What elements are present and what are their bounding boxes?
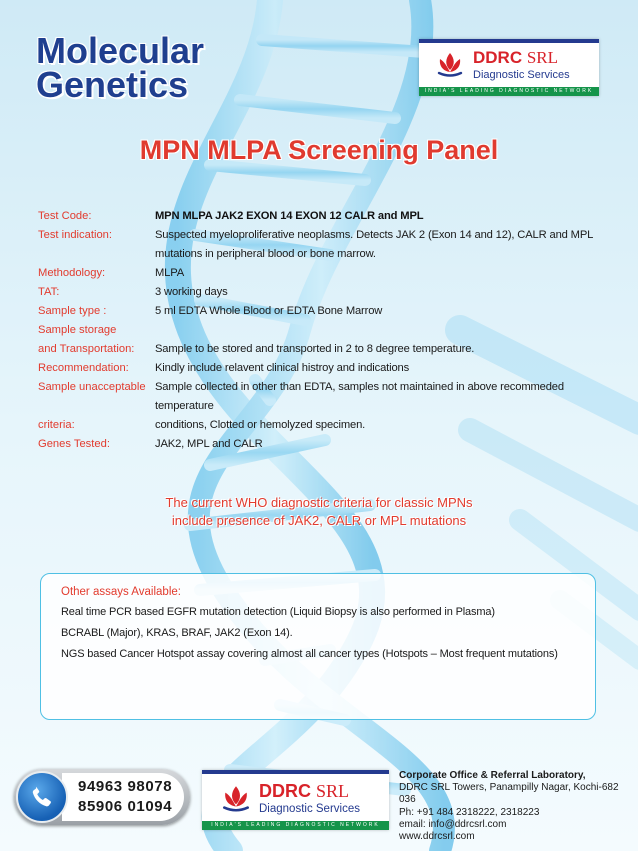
who-note-line1: The current WHO diagnostic criteria for classic MPNs [165,495,473,510]
office-address [399,770,635,843]
info-value: MLPA [155,267,185,279]
phone-number: 85906 01094 [78,798,173,815]
logo-brand-ddrc: DDRC [473,48,523,67]
logo-brand [473,49,558,67]
info-label [38,245,155,264]
office-phone: Ph: +91 484 2318222, 2318223 [399,806,540,818]
logo-subtitle: Diagnostic Services [259,803,360,815]
info-label: TAT: [38,286,60,298]
logo-tagline: INDIA'S LEADING DIAGNOSTIC NETWORK [202,821,389,830]
info-row [38,207,598,226]
assay-item: NGS based Cancer Hotspot assay covering almost all cancer types (Hotspots – Most frequent mutations) [61,648,558,660]
info-row [38,359,598,378]
phone-contact-badge [14,769,190,825]
office-website: www.ddrcsrl.com [399,831,475,843]
info-value: MPN MLPA JAK2 EXON 14 EXON 12 CALR and MPL [155,210,424,222]
lotus-logo-icon [435,49,465,79]
panel-title: MPN MLPA Screening Panel [139,135,499,165]
info-label: and Transportation: [38,343,135,355]
info-label: Sample type : [38,305,107,317]
info-label: Methodology: [38,267,106,279]
info-label: Sample storage [38,324,117,336]
info-value: JAK2, MPL and CALR [155,438,263,450]
other-assays-title: Other assays Available: [61,586,181,598]
info-value: Kindly include relavent clinical histroy and indications [155,362,410,374]
info-label: Test indication: [38,229,113,241]
who-note-line2: include presence of JAK2, CALR or MPL mutations [171,513,467,528]
info-label: Genes Tested: [38,438,110,450]
info-row [38,264,598,283]
office-email: email: info@ddrcsrl.com [399,818,507,830]
info-row [38,302,598,321]
info-row [38,340,598,359]
assay-item: Real time PCR based EGFR mutation detection (Liquid Biopsy is also performed in Plasma) [61,606,495,618]
logo-brand-srl: SRL [316,781,350,801]
logo-brand-ddrc: DDRC [259,781,311,801]
info-label: Sample unacceptable [38,381,146,393]
header-logo [419,39,599,96]
office-title: Corporate Office & Referral Laboratory, [399,770,586,781]
info-row [38,245,598,264]
info-value: Suspected myeloproliferative neoplasms. Detects JAK 2 (Exon 14 and 12), CALR and MPL [155,229,594,241]
info-row [38,435,598,454]
logo-subtitle: Diagnostic Services [473,69,570,81]
info-row [38,378,598,416]
other-assays-box [40,573,596,720]
logo-top-bar [202,770,389,774]
info-row [38,226,598,245]
info-label: Recommendation: [38,362,129,374]
info-label: criteria: [38,419,75,431]
office-street: DDRC SRL Towers, Panampilly Nagar, Kochi-682 036 [399,782,619,806]
logo-brand-srl: SRL [526,48,559,67]
info-row [38,283,598,302]
info-value: 3 working days [155,286,228,298]
info-row [38,321,598,340]
info-value: Sample collected in other than EDTA, samples not maintained in above recommeded temperature [155,381,564,412]
lotus-logo-icon [220,782,252,814]
info-row [38,416,598,435]
logo-brand [259,782,349,801]
main-title-line1: Molecular [36,30,205,71]
phone-number: 94963 98078 [78,778,173,795]
info-value: conditions, Clotted or hemolyzed specimen. [155,419,366,431]
info-label: Test Code: [38,210,92,222]
info-value: 5 ml EDTA Whole Blood or EDTA Bone Marrow [155,305,383,317]
info-value [155,321,598,340]
who-criteria-note [0,494,638,530]
footer-logo [202,770,389,830]
logo-tagline: INDIA'S LEADING DIAGNOSTIC NETWORK [419,87,599,96]
phone-icon-circle [16,771,68,823]
info-value: Sample to be stored and transported in 2 to 8 degree temperature. [155,343,475,355]
main-title-line2: Genetics [36,64,189,105]
main-title [36,30,205,105]
logo-top-bar [419,39,599,43]
phone-icon [29,784,55,810]
info-value: mutations in peripheral blood or bone marrow. [155,248,376,260]
assay-item: BCRABL (Major), KRAS, BRAF, JAK2 (Exon 14). [61,627,293,639]
test-info-list [38,207,598,454]
